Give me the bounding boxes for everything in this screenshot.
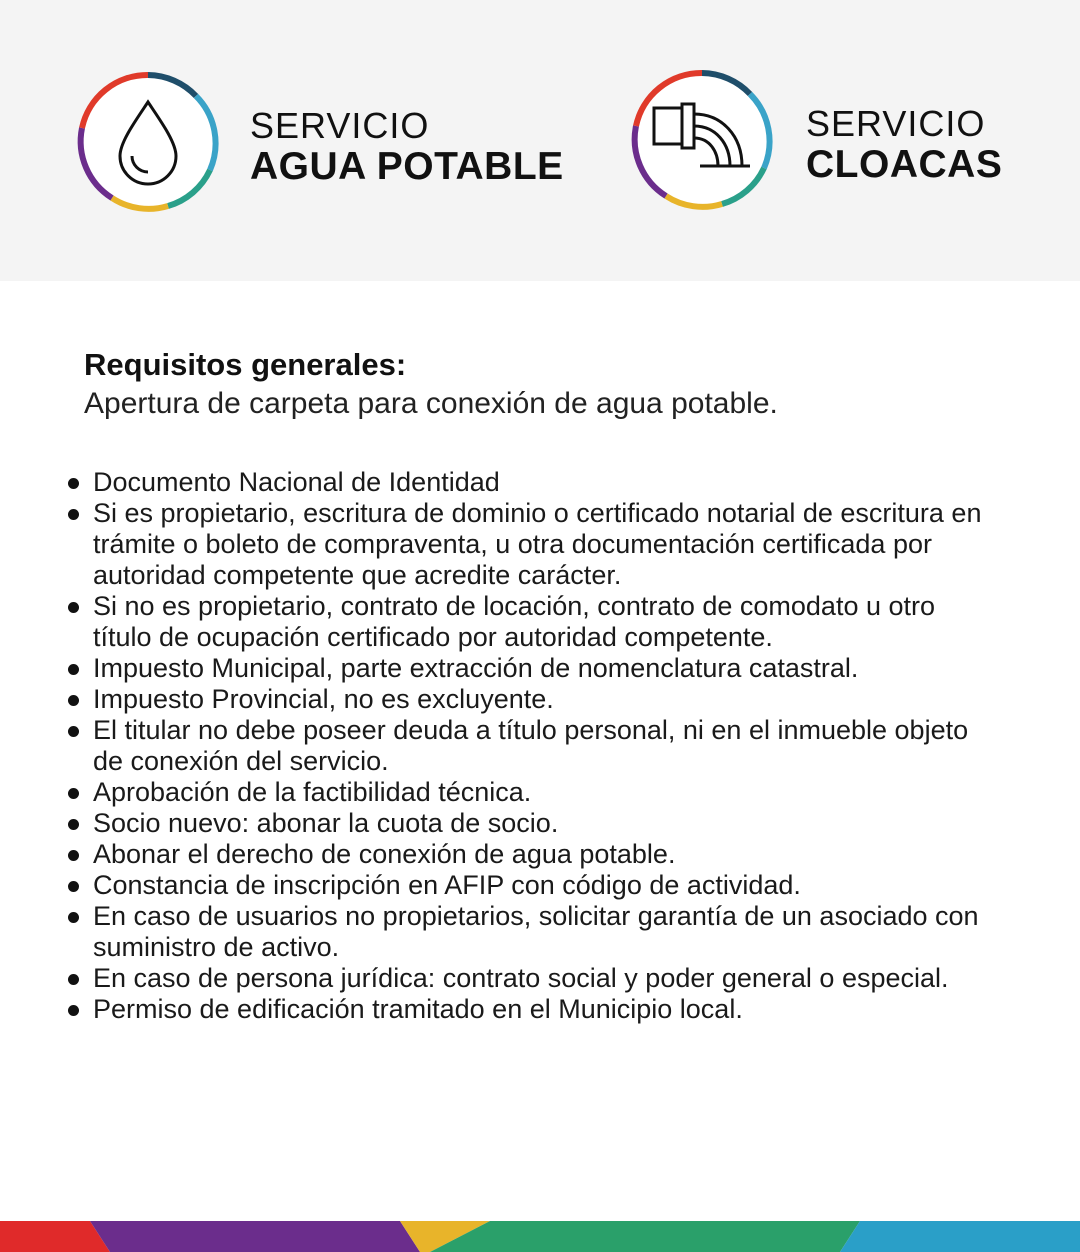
requirement-text: Aprobación de la factibilidad técnica. bbox=[93, 777, 532, 807]
requirement-item bbox=[0, 870, 1000, 901]
requirement-text: En caso de persona jurídica: contrato social y poder general o especial. bbox=[93, 963, 949, 993]
requirement-item bbox=[0, 777, 1000, 808]
bullet-icon bbox=[68, 509, 79, 520]
pipe-icon bbox=[626, 64, 778, 216]
water-drop-icon bbox=[72, 66, 224, 218]
color-stripe bbox=[0, 1221, 1080, 1252]
requirements-list bbox=[0, 467, 1000, 1025]
bullet-icon bbox=[68, 819, 79, 830]
requirements-subtitle: Apertura de carpeta para conexión de agua potable. bbox=[84, 387, 778, 420]
bullet-icon bbox=[68, 1005, 79, 1016]
requirement-item bbox=[0, 839, 1000, 870]
service-name: AGUA POTABLE bbox=[250, 145, 564, 188]
requirement-item bbox=[0, 591, 1000, 653]
requirement-text: Si no es propietario, contrato de locación, contrato de comodato u otro título de ocupación certificado por autoridad competente. bbox=[93, 591, 936, 652]
requirement-item bbox=[0, 684, 1000, 715]
bullet-icon bbox=[68, 664, 79, 675]
header-banner bbox=[0, 0, 1080, 281]
bullet-icon bbox=[68, 695, 79, 706]
bullet-icon bbox=[68, 912, 79, 923]
requirement-text: El titular no debe poseer deuda a título personal, ni en el inmueble objeto de conexión del servicio. bbox=[93, 715, 969, 776]
requirement-text: Impuesto Municipal, parte extracción de nomenclatura catastral. bbox=[93, 653, 859, 683]
requirement-item bbox=[0, 994, 1000, 1025]
service-name: CLOACAS bbox=[806, 143, 1003, 186]
requirement-item bbox=[0, 808, 1000, 839]
bullet-icon bbox=[68, 881, 79, 892]
requirement-item bbox=[0, 963, 1000, 994]
requirement-text: Si es propietario, escritura de dominio o certificado notarial de escritura en trámite o boleto de compraventa, u otra documentación certificada por autoridad competente que acredite carácter. bbox=[93, 498, 982, 590]
requirement-text: Documento Nacional de Identidad bbox=[93, 467, 500, 497]
requirement-item bbox=[0, 715, 1000, 777]
requirement-item bbox=[0, 901, 1000, 963]
bullet-icon bbox=[68, 850, 79, 861]
requirements-title: Requisitos generales: bbox=[84, 347, 407, 382]
service-label: SERVICIO bbox=[806, 103, 986, 144]
requirement-item bbox=[0, 467, 1000, 498]
bullet-icon bbox=[68, 788, 79, 799]
service-label: SERVICIO bbox=[250, 105, 430, 146]
bullet-icon bbox=[68, 974, 79, 985]
bullet-icon bbox=[68, 726, 79, 737]
requirement-text: Impuesto Provincial, no es excluyente. bbox=[93, 684, 554, 714]
bullet-icon bbox=[68, 602, 79, 613]
requirement-text: Constancia de inscripción en AFIP con código de actividad. bbox=[93, 870, 801, 900]
bullet-icon bbox=[68, 478, 79, 489]
requirement-text: Socio nuevo: abonar la cuota de socio. bbox=[93, 808, 559, 838]
requirement-text: Abonar el derecho de conexión de agua potable. bbox=[93, 839, 676, 869]
requirement-text: Permiso de edificación tramitado en el Municipio local. bbox=[93, 994, 743, 1024]
requirement-item bbox=[0, 653, 1000, 684]
requirement-item bbox=[0, 498, 1000, 591]
requirement-text: En caso de usuarios no propietarios, solicitar garantía de un asociado con suministro de activo. bbox=[93, 901, 979, 962]
